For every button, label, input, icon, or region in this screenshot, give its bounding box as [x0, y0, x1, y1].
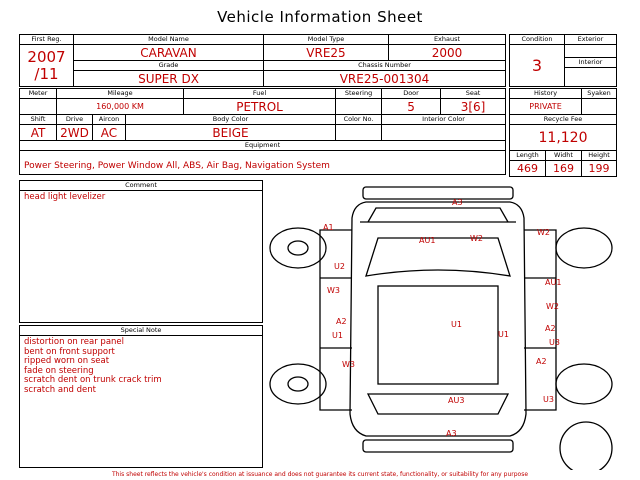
meter-label: Meter [20, 89, 57, 99]
vehicle-detail-table [19, 88, 506, 175]
chassis-number-value: VRE25-001304 [264, 71, 506, 87]
vehicle-header-table [19, 34, 506, 87]
damage-mark: W3 [327, 286, 340, 295]
damage-mark: U1 [451, 320, 462, 329]
rear-left-hub [288, 377, 308, 391]
length-value: 469 [510, 161, 546, 177]
grade-value: SUPER DX [74, 71, 264, 87]
damage-mark: U2 [334, 262, 345, 271]
recycle-fee-value: 11,120 [510, 125, 617, 151]
interior-color-label: Interior Color [382, 115, 506, 125]
right-side-panel [524, 230, 556, 410]
height-label: Height [582, 151, 617, 161]
rear-bumper [363, 440, 513, 452]
comment-box [19, 180, 263, 323]
rear-right-wheel [556, 364, 612, 404]
door-label: Door [382, 89, 441, 99]
damage-mark: A3 [452, 198, 463, 207]
mileage-label: Mileage [57, 89, 184, 99]
length-label: Length [510, 151, 546, 161]
drive-value: 2WD [57, 125, 93, 141]
sheet-title: Vehicle Information Sheet [217, 8, 423, 26]
first-reg-cell [20, 45, 74, 87]
shift-label: Shift [20, 115, 57, 125]
fuel-value: PETROL [184, 99, 336, 115]
damage-mark: W2 [546, 302, 559, 311]
special-note-text: distortion on rear panel bent on front support ripped worn on seat fade on steering scratch dent on trunk crack trim scratch and dent [24, 337, 162, 395]
front-left-hub [288, 241, 308, 255]
spare-wheel [560, 422, 612, 470]
damage-mark: A2 [545, 324, 556, 333]
body-color-label: Body Color [126, 115, 336, 125]
damage-mark: W2 [470, 234, 483, 243]
condition-label: Condition [510, 35, 565, 45]
hood-panel [360, 208, 516, 222]
comment-text: head light levelizer [24, 192, 106, 202]
damage-mark: W2 [537, 228, 550, 237]
damage-mark: AU3 [448, 396, 465, 405]
model-name-value: CARAVAN [74, 45, 264, 61]
special-note-box [19, 325, 263, 468]
body-color-value: BEIGE [126, 125, 336, 141]
damage-mark: U1 [498, 330, 509, 339]
aircon-value: AC [93, 125, 126, 141]
vehicle-damage-diagram [266, 178, 620, 470]
model-type-value: VRE25 [264, 45, 389, 61]
condition-value: 3 [510, 45, 565, 87]
damage-mark: A1 [323, 223, 334, 232]
windshield [366, 238, 510, 276]
front-bumper [363, 187, 513, 199]
history-table [509, 88, 617, 177]
exterior-value [565, 45, 617, 58]
exterior-label: Exterior [565, 35, 617, 45]
color-no-value [336, 125, 382, 141]
condition-table [509, 34, 617, 87]
front-left-wheel [270, 228, 326, 268]
meter-value [20, 99, 57, 115]
model-name-label: Model Name [74, 35, 264, 45]
shift-value: AT [20, 125, 57, 141]
steering-value [336, 99, 382, 115]
special-note-label: Special Note [20, 326, 262, 336]
chassis-number-label: Chassis Number [264, 61, 506, 71]
first-reg-month: /11 [34, 64, 59, 83]
width-value: 169 [546, 161, 582, 177]
steering-label: Steering [336, 89, 382, 99]
syaken-value [582, 99, 617, 115]
damage-mark: A2 [536, 357, 547, 366]
first-reg-label: First Reg. [20, 35, 74, 45]
equipment-label: Equipment [20, 141, 506, 151]
front-right-wheel [556, 228, 612, 268]
seat-value: 3[6] [441, 99, 506, 115]
equipment-text: Power Steering, Power Window All, ABS, Air Bag, Navigation System [24, 161, 330, 171]
interior-color-value [382, 125, 506, 141]
history-value: PRIVATE [510, 99, 582, 115]
disclaimer-footer: This sheet reflects the vehicle's condition at issuance and does not guarantee its current state, functionality, or suitability for any purpose [111, 471, 529, 478]
damage-mark: AU1 [545, 278, 562, 287]
damage-mark: A2 [336, 317, 347, 326]
damage-mark: U1 [332, 331, 343, 340]
door-value: 5 [382, 99, 441, 115]
damage-mark: AU1 [419, 236, 436, 245]
aircon-label: Aircon [93, 115, 126, 125]
rear-window [368, 394, 508, 414]
damage-mark: U3 [543, 395, 554, 404]
damage-mark: A3 [446, 429, 457, 438]
interior-value [565, 68, 617, 87]
width-label: Widht [546, 151, 582, 161]
fuel-label: Fuel [184, 89, 336, 99]
interior-label: Interior [565, 58, 617, 68]
seat-label: Seat [441, 89, 506, 99]
rear-left-wheel [270, 364, 326, 404]
damage-mark: W3 [342, 360, 355, 369]
first-reg-year: 2007 [27, 47, 66, 66]
syaken-label: Syaken [582, 89, 617, 99]
history-label: History [510, 89, 582, 99]
model-type-label: Model Type [264, 35, 389, 45]
height-value: 199 [582, 161, 617, 177]
damage-mark: U3 [549, 338, 560, 347]
comment-label: Comment [20, 181, 262, 191]
exhaust-label: Exhaust [389, 35, 506, 45]
exhaust-value: 2000 [389, 45, 506, 61]
recycle-fee-label: Recycle Fee [510, 115, 617, 125]
color-no-label: Color No. [336, 115, 382, 125]
drive-label: Drive [57, 115, 93, 125]
roof-panel [378, 286, 498, 384]
equipment-value [20, 151, 506, 175]
body-outline [350, 202, 526, 436]
grade-label: Grade [74, 61, 264, 71]
mileage-value: 160,000 KM [57, 99, 184, 115]
